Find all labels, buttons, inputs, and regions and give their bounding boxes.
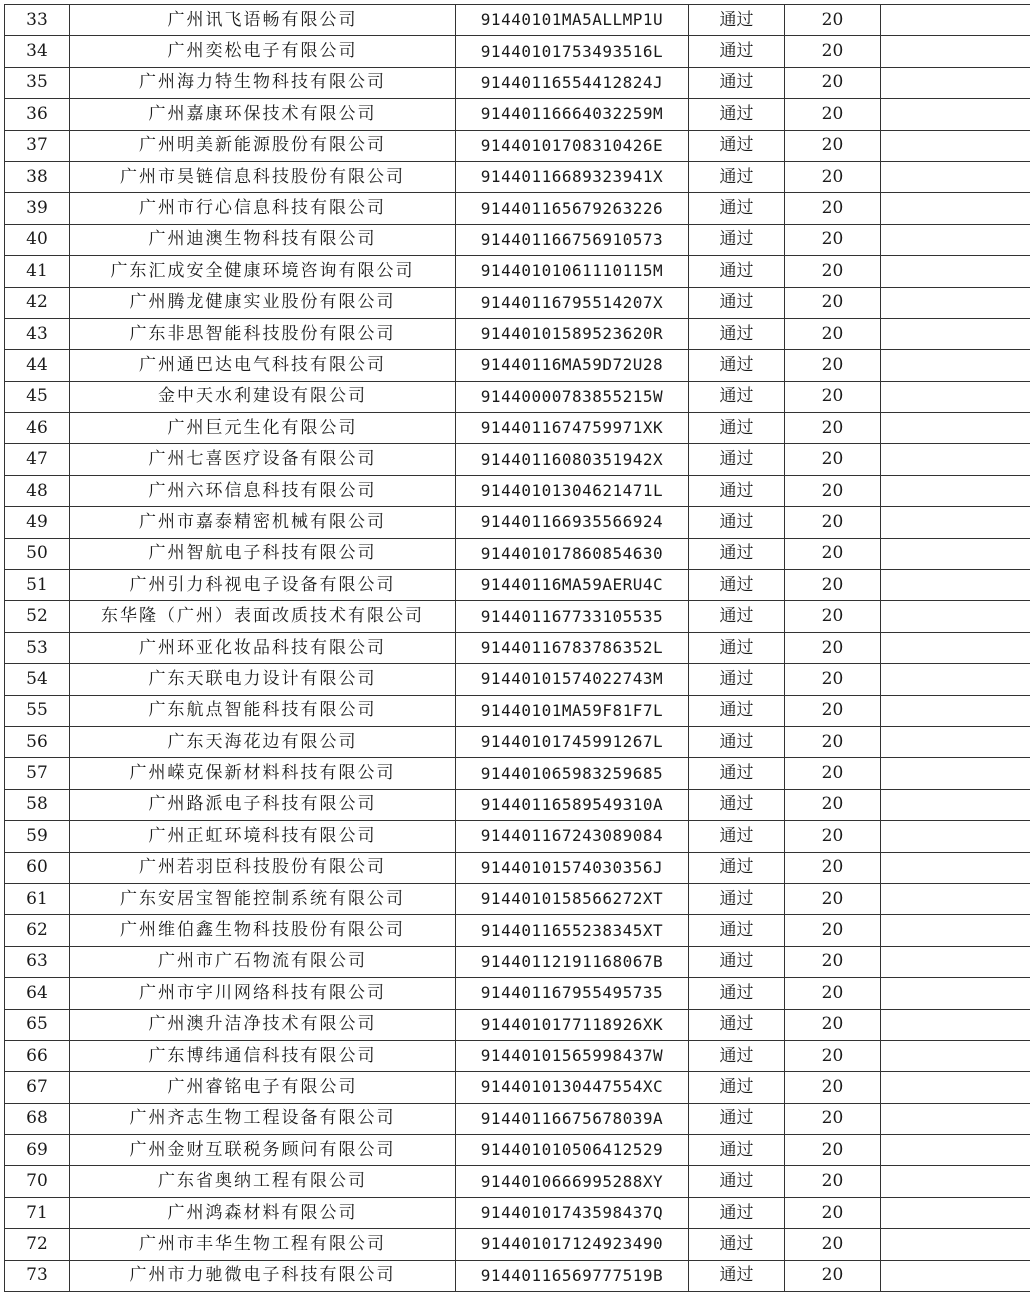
- review-result-cell: 通过: [689, 915, 785, 946]
- row-number-cell: 60: [5, 852, 70, 883]
- score-cell: 20: [785, 507, 881, 538]
- remark-cell: [881, 1040, 1030, 1071]
- company-list-table: [4, 4, 1030, 1292]
- score-cell: 20: [785, 852, 881, 883]
- credit-code-cell: 9144010130447554XC: [456, 1072, 689, 1103]
- table-row: [5, 36, 1030, 67]
- company-name-cell: 广州腾龙健康实业股份有限公司: [70, 287, 456, 318]
- company-name-cell: 广州讯飞语畅有限公司: [70, 5, 456, 36]
- credit-code-cell: 91440101743598437Q: [456, 1197, 689, 1228]
- review-result-cell: 通过: [689, 570, 785, 601]
- row-number-cell: 42: [5, 287, 70, 318]
- score-cell: 20: [785, 758, 881, 789]
- remark-cell: [881, 5, 1030, 36]
- company-name-cell: 广州引力科视电子设备有限公司: [70, 570, 456, 601]
- company-name-cell: 广东天联电力设计有限公司: [70, 664, 456, 695]
- credit-code-cell: 91440101708310426E: [456, 130, 689, 161]
- row-number-cell: 46: [5, 413, 70, 444]
- score-cell: 20: [785, 1103, 881, 1134]
- credit-code-cell: 914401065983259685: [456, 758, 689, 789]
- table-row: [5, 381, 1030, 412]
- company-name-cell: 广州嵘克保新材料科技有限公司: [70, 758, 456, 789]
- remark-cell: [881, 695, 1030, 726]
- remark-cell: [881, 256, 1030, 287]
- table-row: [5, 99, 1030, 130]
- credit-code-cell: 91440116783786352L: [456, 632, 689, 663]
- table-row: [5, 507, 1030, 538]
- score-cell: 20: [785, 1009, 881, 1040]
- review-result-cell: 通过: [689, 538, 785, 569]
- row-number-cell: 73: [5, 1260, 70, 1291]
- review-result-cell: 通过: [689, 161, 785, 192]
- credit-code-cell: 91440116664032259M: [456, 99, 689, 130]
- remark-cell: [881, 1197, 1030, 1228]
- review-result-cell: 通过: [689, 318, 785, 349]
- credit-code-cell: 91440112191168067B: [456, 946, 689, 977]
- row-number-cell: 58: [5, 789, 70, 820]
- table-row: [5, 256, 1030, 287]
- score-cell: 20: [785, 1040, 881, 1071]
- row-number-cell: 72: [5, 1229, 70, 1260]
- credit-code-cell: 91440101745991267L: [456, 726, 689, 757]
- score-cell: 20: [785, 224, 881, 255]
- score-cell: 20: [785, 883, 881, 914]
- score-cell: 20: [785, 1135, 881, 1166]
- company-name-cell: 广州路派电子科技有限公司: [70, 789, 456, 820]
- score-cell: 20: [785, 5, 881, 36]
- table-row: [5, 1229, 1030, 1260]
- score-cell: 20: [785, 664, 881, 695]
- table-row: [5, 224, 1030, 255]
- review-result-cell: 通过: [689, 475, 785, 506]
- company-name-cell: 广东非思智能科技股份有限公司: [70, 318, 456, 349]
- remark-cell: [881, 67, 1030, 98]
- score-cell: 20: [785, 1229, 881, 1260]
- company-name-cell: 广州市行心信息科技有限公司: [70, 193, 456, 224]
- remark-cell: [881, 161, 1030, 192]
- table-row: [5, 1009, 1030, 1040]
- credit-code-cell: 9144010177118926XK: [456, 1009, 689, 1040]
- remark-cell: [881, 946, 1030, 977]
- table-row: [5, 695, 1030, 726]
- review-result-cell: 通过: [689, 758, 785, 789]
- row-number-cell: 51: [5, 570, 70, 601]
- remark-cell: [881, 318, 1030, 349]
- remark-cell: [881, 1009, 1030, 1040]
- credit-code-cell: 91440101MA59F81F7L: [456, 695, 689, 726]
- company-name-cell: 广东省奥纳工程有限公司: [70, 1166, 456, 1197]
- score-cell: 20: [785, 67, 881, 98]
- table-row: [5, 350, 1030, 381]
- score-cell: 20: [785, 1260, 881, 1291]
- table-body: [5, 5, 1030, 1292]
- row-number-cell: 40: [5, 224, 70, 255]
- credit-code-cell: 91440101574022743M: [456, 664, 689, 695]
- company-name-cell: 广州若羽臣科技股份有限公司: [70, 852, 456, 883]
- credit-code-cell: 91440101304621471L: [456, 475, 689, 506]
- table-row: [5, 852, 1030, 883]
- company-name-cell: 广州正虹环境科技有限公司: [70, 821, 456, 852]
- table-row: [5, 130, 1030, 161]
- credit-code-cell: 91440101589523620R: [456, 318, 689, 349]
- review-result-cell: 通过: [689, 1072, 785, 1103]
- credit-code-cell: 91440116589549310A: [456, 789, 689, 820]
- table-row: [5, 664, 1030, 695]
- company-name-cell: 广东天海花边有限公司: [70, 726, 456, 757]
- credit-code-cell: 91440000783855215W: [456, 381, 689, 412]
- credit-code-cell: 91440116795514207X: [456, 287, 689, 318]
- review-result-cell: 通过: [689, 193, 785, 224]
- table-row: [5, 726, 1030, 757]
- review-result-cell: 通过: [689, 821, 785, 852]
- company-name-cell: 广州巨元生化有限公司: [70, 413, 456, 444]
- row-number-cell: 39: [5, 193, 70, 224]
- table-row: [5, 632, 1030, 663]
- score-cell: 20: [785, 915, 881, 946]
- remark-cell: [881, 1103, 1030, 1134]
- row-number-cell: 69: [5, 1135, 70, 1166]
- company-name-cell: 广州睿铭电子有限公司: [70, 1072, 456, 1103]
- remark-cell: [881, 381, 1030, 412]
- review-result-cell: 通过: [689, 1229, 785, 1260]
- company-name-cell: 广州嘉康环保技术有限公司: [70, 99, 456, 130]
- row-number-cell: 67: [5, 1072, 70, 1103]
- credit-code-cell: 91440116MA59D72U28: [456, 350, 689, 381]
- remark-cell: [881, 978, 1030, 1009]
- score-cell: 20: [785, 36, 881, 67]
- row-number-cell: 55: [5, 695, 70, 726]
- company-name-cell: 广东汇成安全健康环境咨询有限公司: [70, 256, 456, 287]
- score-cell: 20: [785, 1197, 881, 1228]
- review-result-cell: 通过: [689, 381, 785, 412]
- review-result-cell: 通过: [689, 1166, 785, 1197]
- credit-code-cell: 914401167243089084: [456, 821, 689, 852]
- review-result-cell: 通过: [689, 287, 785, 318]
- credit-code-cell: 9144011674759971XK: [456, 413, 689, 444]
- row-number-cell: 63: [5, 946, 70, 977]
- row-number-cell: 61: [5, 883, 70, 914]
- remark-cell: [881, 789, 1030, 820]
- review-result-cell: 通过: [689, 413, 785, 444]
- review-result-cell: 通过: [689, 130, 785, 161]
- row-number-cell: 59: [5, 821, 70, 852]
- review-result-cell: 通过: [689, 946, 785, 977]
- row-number-cell: 48: [5, 475, 70, 506]
- remark-cell: [881, 538, 1030, 569]
- remark-cell: [881, 601, 1030, 632]
- table-row: [5, 1040, 1030, 1071]
- company-name-cell: 广州奕松电子有限公司: [70, 36, 456, 67]
- company-name-cell: 广州七喜医疗设备有限公司: [70, 444, 456, 475]
- review-result-cell: 通过: [689, 1197, 785, 1228]
- company-name-cell: 广州市广石物流有限公司: [70, 946, 456, 977]
- credit-code-cell: 914401167733105535: [456, 601, 689, 632]
- company-name-cell: 金中天水利建设有限公司: [70, 381, 456, 412]
- credit-code-cell: 91440101061110115M: [456, 256, 689, 287]
- row-number-cell: 66: [5, 1040, 70, 1071]
- remark-cell: [881, 632, 1030, 663]
- table-row: [5, 821, 1030, 852]
- row-number-cell: 45: [5, 381, 70, 412]
- row-number-cell: 33: [5, 5, 70, 36]
- company-name-cell: 广州迪澳生物科技有限公司: [70, 224, 456, 255]
- review-result-cell: 通过: [689, 256, 785, 287]
- table-row: [5, 1135, 1030, 1166]
- table-row: [5, 601, 1030, 632]
- table-row: [5, 915, 1030, 946]
- remark-cell: [881, 444, 1030, 475]
- credit-code-cell: 914401017860854630: [456, 538, 689, 569]
- credit-code-cell: 914401165679263226: [456, 193, 689, 224]
- remark-cell: [881, 224, 1030, 255]
- credit-code-cell: 9144010158566272XT: [456, 883, 689, 914]
- row-number-cell: 37: [5, 130, 70, 161]
- company-name-cell: 广州明美新能源股份有限公司: [70, 130, 456, 161]
- remark-cell: [881, 413, 1030, 444]
- review-result-cell: 通过: [689, 1135, 785, 1166]
- row-number-cell: 43: [5, 318, 70, 349]
- credit-code-cell: 914401167955495735: [456, 978, 689, 1009]
- review-result-cell: 通过: [689, 632, 785, 663]
- remark-cell: [881, 852, 1030, 883]
- company-name-cell: 广州环亚化妆品科技有限公司: [70, 632, 456, 663]
- review-result-cell: 通过: [689, 5, 785, 36]
- score-cell: 20: [785, 570, 881, 601]
- table-row: [5, 538, 1030, 569]
- score-cell: 20: [785, 381, 881, 412]
- score-cell: 20: [785, 789, 881, 820]
- table-row: [5, 475, 1030, 506]
- company-name-cell: 广州市力驰微电子科技有限公司: [70, 1260, 456, 1291]
- row-number-cell: 38: [5, 161, 70, 192]
- table-row: [5, 758, 1030, 789]
- review-result-cell: 通过: [689, 36, 785, 67]
- review-result-cell: 通过: [689, 67, 785, 98]
- review-result-cell: 通过: [689, 789, 785, 820]
- remark-cell: [881, 1072, 1030, 1103]
- remark-cell: [881, 1260, 1030, 1291]
- row-number-cell: 47: [5, 444, 70, 475]
- score-cell: 20: [785, 99, 881, 130]
- credit-code-cell: 91440116080351942X: [456, 444, 689, 475]
- table-row: [5, 444, 1030, 475]
- table-row: [5, 978, 1030, 1009]
- company-name-cell: 广东博纬通信科技有限公司: [70, 1040, 456, 1071]
- credit-code-cell: 91440116569777519B: [456, 1260, 689, 1291]
- company-name-cell: 广州金财互联税务顾问有限公司: [70, 1135, 456, 1166]
- credit-code-cell: 91440101MA5ALLMP1U: [456, 5, 689, 36]
- score-cell: 20: [785, 475, 881, 506]
- company-name-cell: 广州智航电子科技有限公司: [70, 538, 456, 569]
- review-result-cell: 通过: [689, 1009, 785, 1040]
- credit-code-cell: 91440116554412824J: [456, 67, 689, 98]
- remark-cell: [881, 36, 1030, 67]
- review-result-cell: 通过: [689, 726, 785, 757]
- remark-cell: [881, 726, 1030, 757]
- company-name-cell: 广州维伯鑫生物科技股份有限公司: [70, 915, 456, 946]
- company-name-cell: 广州市宇川网络科技有限公司: [70, 978, 456, 1009]
- score-cell: 20: [785, 1166, 881, 1197]
- table-row: [5, 1260, 1030, 1291]
- score-cell: 20: [785, 444, 881, 475]
- credit-code-cell: 914401166756910573: [456, 224, 689, 255]
- company-name-cell: 广州澳升洁净技术有限公司: [70, 1009, 456, 1040]
- company-name-cell: 广州齐志生物工程设备有限公司: [70, 1103, 456, 1134]
- row-number-cell: 36: [5, 99, 70, 130]
- table-row: [5, 946, 1030, 977]
- credit-code-cell: 914401010506412529: [456, 1135, 689, 1166]
- row-number-cell: 34: [5, 36, 70, 67]
- review-result-cell: 通过: [689, 99, 785, 130]
- score-cell: 20: [785, 413, 881, 444]
- table-row: [5, 789, 1030, 820]
- review-result-cell: 通过: [689, 224, 785, 255]
- remark-cell: [881, 287, 1030, 318]
- review-result-cell: 通过: [689, 444, 785, 475]
- company-name-cell: 广州六环信息科技有限公司: [70, 475, 456, 506]
- review-result-cell: 通过: [689, 664, 785, 695]
- review-result-cell: 通过: [689, 852, 785, 883]
- table-row: [5, 318, 1030, 349]
- company-name-cell: 广州市嘉泰精密机械有限公司: [70, 507, 456, 538]
- review-result-cell: 通过: [689, 1040, 785, 1071]
- remark-cell: [881, 570, 1030, 601]
- remark-cell: [881, 664, 1030, 695]
- table-row: [5, 1166, 1030, 1197]
- score-cell: 20: [785, 193, 881, 224]
- table-row: [5, 161, 1030, 192]
- score-cell: 20: [785, 946, 881, 977]
- review-result-cell: 通过: [689, 601, 785, 632]
- score-cell: 20: [785, 726, 881, 757]
- remark-cell: [881, 883, 1030, 914]
- review-result-cell: 通过: [689, 507, 785, 538]
- credit-code-cell: 91440101565998437W: [456, 1040, 689, 1071]
- remark-cell: [881, 1229, 1030, 1260]
- credit-code-cell: 91440116MA59AERU4C: [456, 570, 689, 601]
- score-cell: 20: [785, 1072, 881, 1103]
- table-row: [5, 1103, 1030, 1134]
- review-result-cell: 通过: [689, 978, 785, 1009]
- row-number-cell: 68: [5, 1103, 70, 1134]
- row-number-cell: 52: [5, 601, 70, 632]
- score-cell: 20: [785, 350, 881, 381]
- remark-cell: [881, 821, 1030, 852]
- row-number-cell: 64: [5, 978, 70, 1009]
- score-cell: 20: [785, 978, 881, 1009]
- credit-code-cell: 91440116689323941X: [456, 161, 689, 192]
- table-row: [5, 883, 1030, 914]
- row-number-cell: 44: [5, 350, 70, 381]
- score-cell: 20: [785, 538, 881, 569]
- row-number-cell: 70: [5, 1166, 70, 1197]
- table-row: [5, 193, 1030, 224]
- score-cell: 20: [785, 821, 881, 852]
- row-number-cell: 35: [5, 67, 70, 98]
- remark-cell: [881, 1135, 1030, 1166]
- company-name-cell: 广州鸿森材料有限公司: [70, 1197, 456, 1228]
- remark-cell: [881, 915, 1030, 946]
- remark-cell: [881, 1166, 1030, 1197]
- company-name-cell: 广东安居宝智能控制系统有限公司: [70, 883, 456, 914]
- review-result-cell: 通过: [689, 695, 785, 726]
- credit-code-cell: 91440101574030356J: [456, 852, 689, 883]
- remark-cell: [881, 475, 1030, 506]
- table-row: [5, 570, 1030, 601]
- remark-cell: [881, 758, 1030, 789]
- review-result-cell: 通过: [689, 883, 785, 914]
- score-cell: 20: [785, 318, 881, 349]
- company-name-cell: 广州市昊链信息科技股份有限公司: [70, 161, 456, 192]
- table-row: [5, 1072, 1030, 1103]
- table-row: [5, 287, 1030, 318]
- row-number-cell: 53: [5, 632, 70, 663]
- credit-code-cell: 9144011655238345XT: [456, 915, 689, 946]
- company-name-cell: 广东航点智能科技有限公司: [70, 695, 456, 726]
- credit-code-cell: 914401017124923490: [456, 1229, 689, 1260]
- remark-cell: [881, 99, 1030, 130]
- row-number-cell: 62: [5, 915, 70, 946]
- company-name-cell: 东华隆（广州）表面改质技术有限公司: [70, 601, 456, 632]
- credit-code-cell: 9144010666995288XY: [456, 1166, 689, 1197]
- remark-cell: [881, 130, 1030, 161]
- score-cell: 20: [785, 161, 881, 192]
- table-row: [5, 413, 1030, 444]
- score-cell: 20: [785, 256, 881, 287]
- review-result-cell: 通过: [689, 1103, 785, 1134]
- score-cell: 20: [785, 130, 881, 161]
- credit-code-cell: 91440116675678039A: [456, 1103, 689, 1134]
- credit-code-cell: 914401166935566924: [456, 507, 689, 538]
- row-number-cell: 54: [5, 664, 70, 695]
- review-result-cell: 通过: [689, 1260, 785, 1291]
- score-cell: 20: [785, 695, 881, 726]
- table-row: [5, 67, 1030, 98]
- row-number-cell: 65: [5, 1009, 70, 1040]
- remark-cell: [881, 193, 1030, 224]
- row-number-cell: 71: [5, 1197, 70, 1228]
- company-name-cell: 广州海力特生物科技有限公司: [70, 67, 456, 98]
- credit-code-cell: 91440101753493516L: [456, 36, 689, 67]
- table-row: [5, 1197, 1030, 1228]
- review-result-cell: 通过: [689, 350, 785, 381]
- score-cell: 20: [785, 601, 881, 632]
- row-number-cell: 56: [5, 726, 70, 757]
- company-name-cell: 广州市丰华生物工程有限公司: [70, 1229, 456, 1260]
- row-number-cell: 49: [5, 507, 70, 538]
- company-name-cell: 广州通巴达电气科技有限公司: [70, 350, 456, 381]
- row-number-cell: 57: [5, 758, 70, 789]
- score-cell: 20: [785, 632, 881, 663]
- table-row: [5, 5, 1030, 36]
- row-number-cell: 50: [5, 538, 70, 569]
- remark-cell: [881, 507, 1030, 538]
- row-number-cell: 41: [5, 256, 70, 287]
- remark-cell: [881, 350, 1030, 381]
- score-cell: 20: [785, 287, 881, 318]
